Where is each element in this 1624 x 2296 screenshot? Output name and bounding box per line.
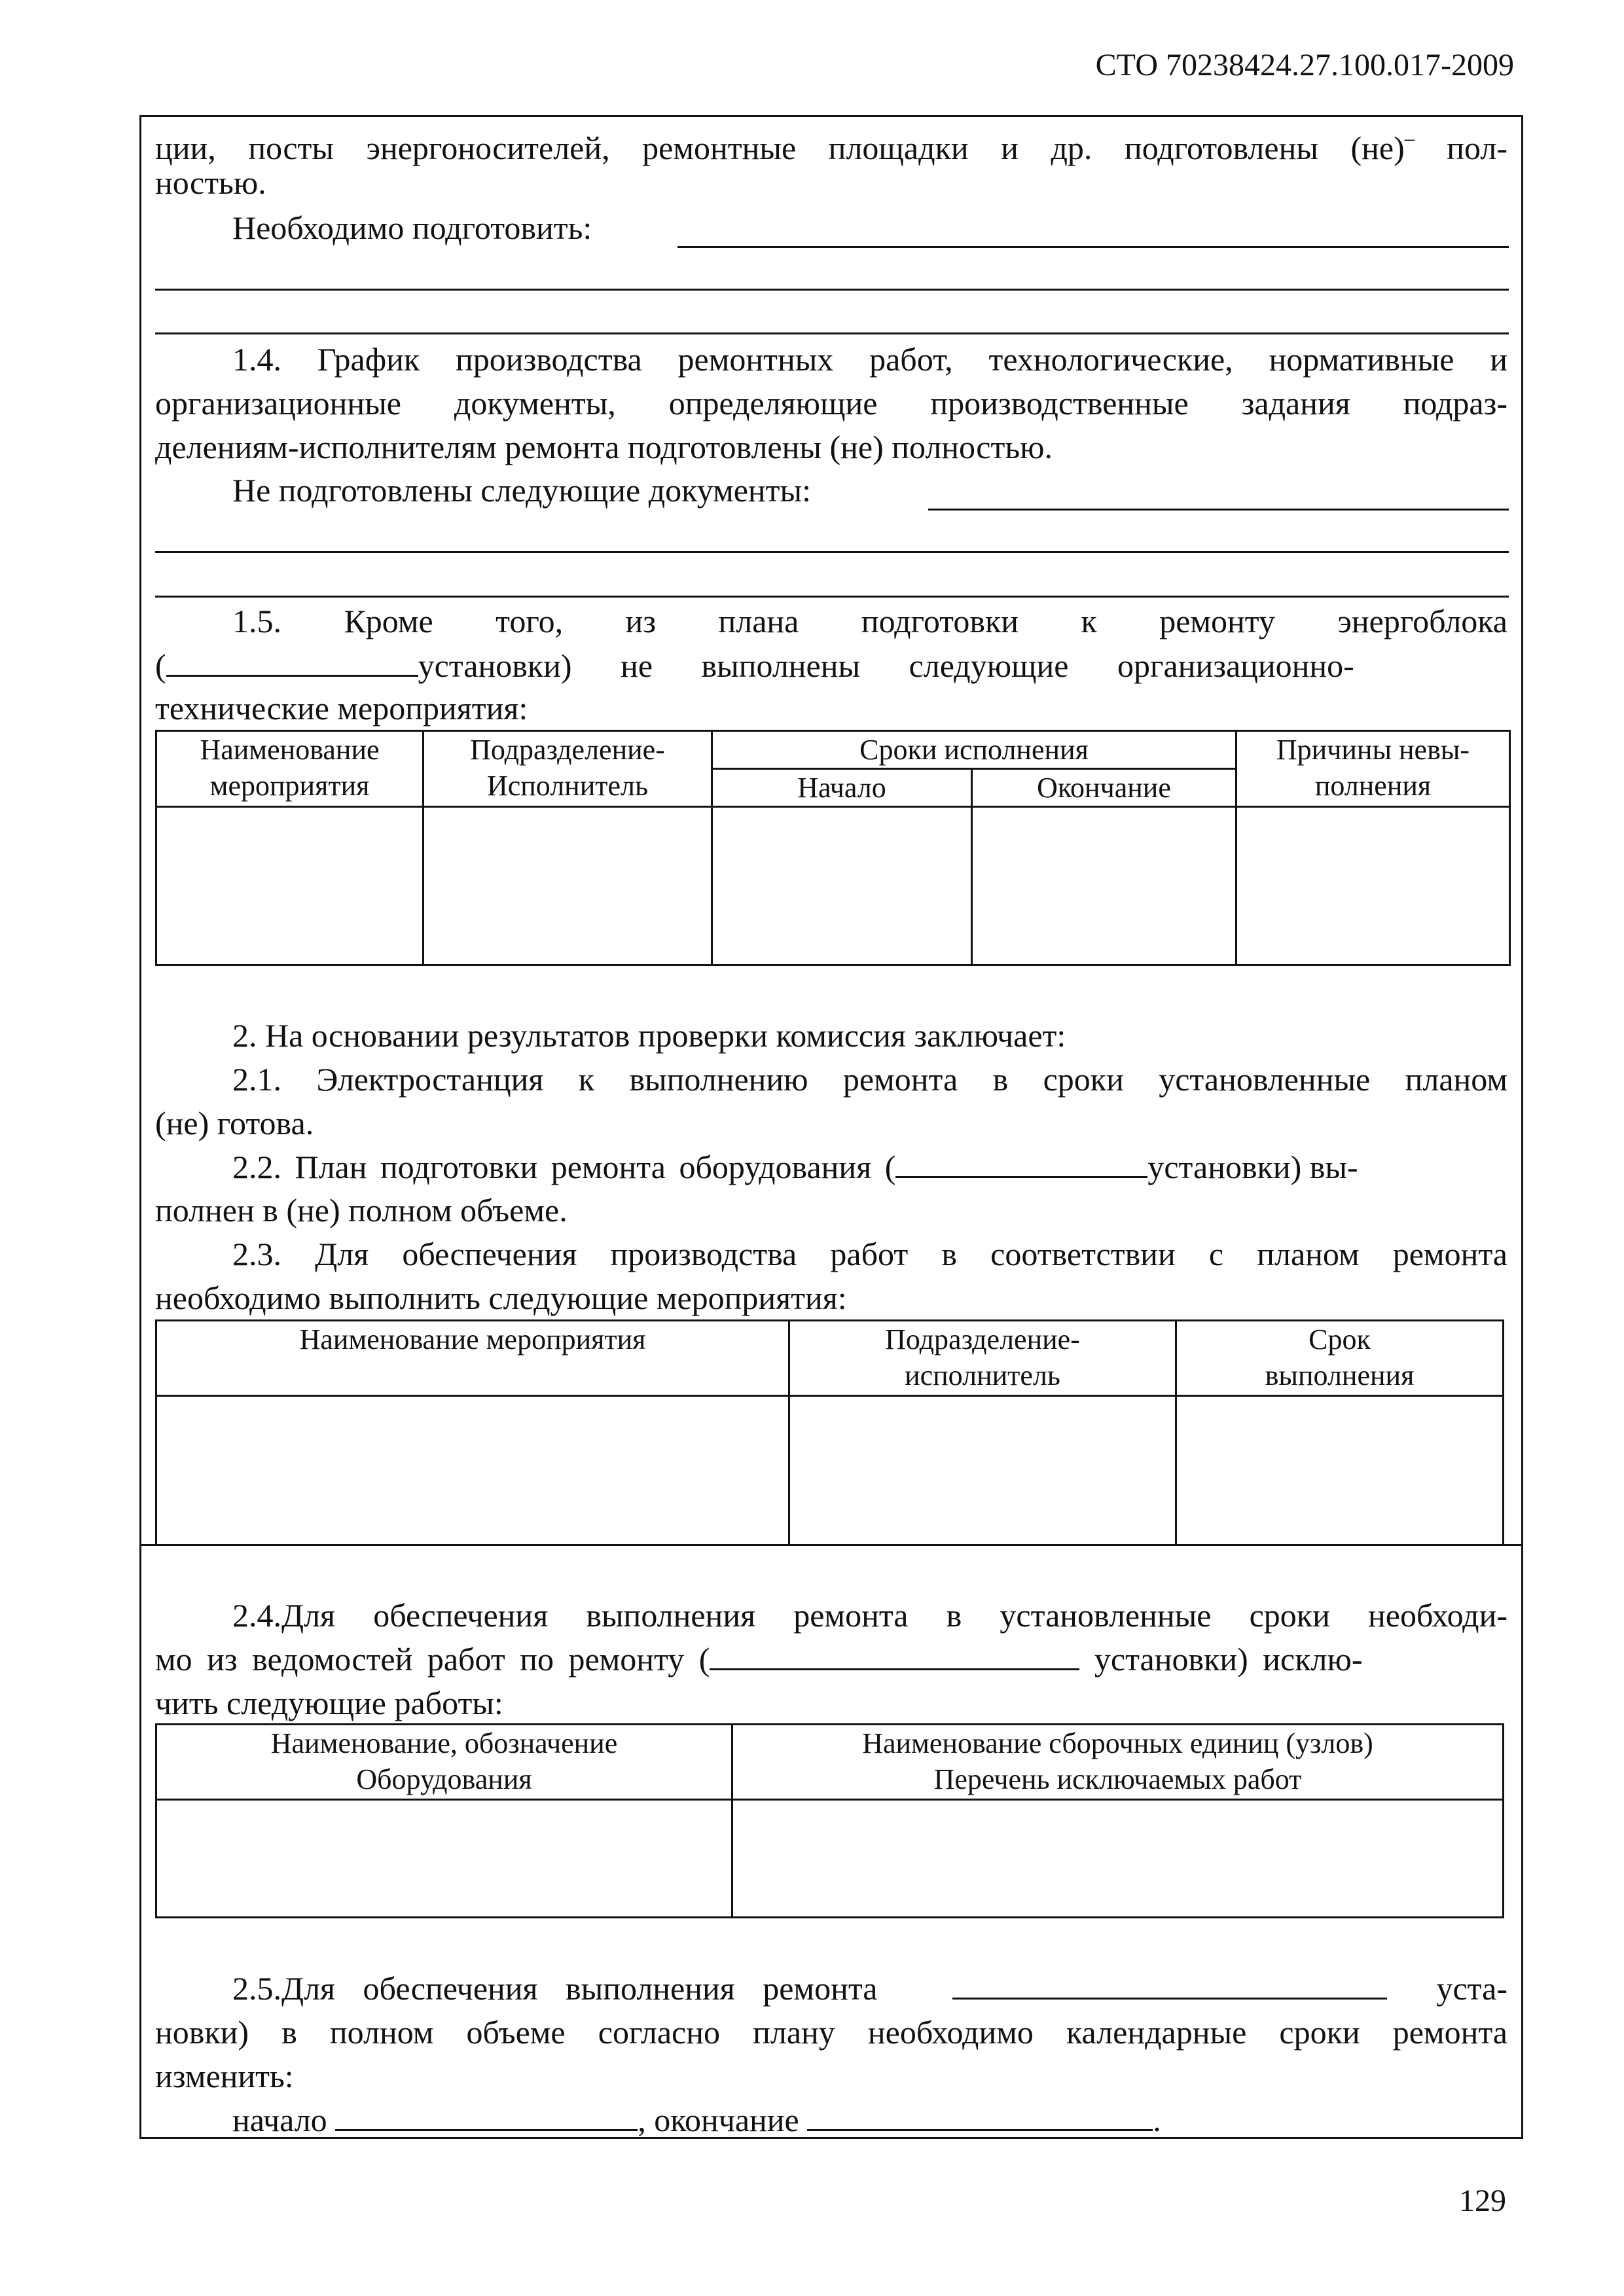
col-header-terms: Сроки исполнения [712,731,1236,769]
excluded-works-table [155,1723,1504,1918]
paragraph-2-4-line-1: 2.4.Для обеспечения выполнения ремонта в установленные сроки необходи- [232,1597,1507,1634]
documents-fill-line-3[interactable] [155,596,1509,598]
paragraph-2-1-line-1: 2.1. Электростанция к выполнению ремонта в сроки установленные планом [232,1061,1507,1098]
col-header-reasons: Причины невы- полнения [1236,731,1510,807]
paragraph-1-5-line-3: технические мероприятия: [155,690,528,726]
col-header-unit: Подразделение- Исполнитель [424,731,712,807]
documents-fill-line-1[interactable] [928,509,1509,511]
paragraph-2-3-line-1: 2.3. Для обеспечения производства работ в соответствии с планом ремонта [232,1236,1507,1272]
documents-fill-line-2[interactable] [155,551,1509,553]
table-cell[interactable] [156,1396,789,1545]
paragraph-2-5-line-1: 2.5.Для обеспечения выполнения ремонта уста- [232,1970,1507,2007]
form-frame-left-edge [139,890,141,1546]
paragraph-2-1-line-2: (не) готова. [155,1105,314,1141]
paragraph-2-2-line-1: 2.2. План подготовки ремонта оборудования ( установки) вы- [232,1149,1358,1185]
unit-blank-2-2[interactable] [895,1147,1147,1178]
table-cell[interactable] [156,1800,732,1918]
not-prepared-label: Не подготовлены следующие документы: [232,472,812,509]
required-measures-table [155,1319,1504,1546]
prepare-fill-line-2[interactable] [155,289,1509,291]
table-cell[interactable] [972,807,1236,965]
col-header-end: Окончание [972,769,1236,807]
paragraph-1-4-line-3: делениям-исполнителям ремонта подготовлены (не) полностью. [155,429,1053,465]
paragraph-2-5-line-3: изменить: [155,2058,294,2094]
unfulfilled-measures-table [155,730,1511,966]
prepare-fill-line-3[interactable] [155,332,1509,334]
end-date-blank[interactable] [807,2100,1153,2131]
paragraph-2-5-line-2: новки) в полном объеме согласно плану необходимо календарные сроки ремонта [155,2014,1507,2051]
paragraph-2-2-line-2: полнен в (не) полном объеме. [155,1192,568,1229]
paragraph-2-4-line-2: мо из ведомостей работ по ремонту ( установки) исклю- [155,1641,1363,1677]
col-header-measure-name: Наименование мероприятия [156,731,424,807]
paragraph-2-4-line-3: чить следующие работы: [155,1685,503,1721]
table-cell[interactable] [1236,807,1510,965]
prepare-label: Необходимо подготовить: [232,209,592,246]
col-header-assembly-units: Наименование сборочных единиц (узлов) Перечень исключаемых работ [732,1725,1504,1800]
document-code: СТО 70238424.27.100.017-2009 [1095,48,1514,82]
prepare-fill-line-1[interactable] [677,246,1509,248]
paragraph-1-3-line-1: ции, посты энергоносителей, ремонтные площадки и др. подготовлены (не)– пол- [155,128,1508,166]
col-header-term: Срок выполнения [1176,1321,1504,1396]
paragraph-1-5-line-2: ( установки) не выполнены следующие организационно- [155,647,1354,684]
table-cell[interactable] [712,807,972,965]
unit-blank-2-4[interactable] [710,1640,1079,1670]
page-number: 129 [1459,2183,1506,2218]
paragraph-1-4-line-2: организационные документы, определяющие производственные задания подраз- [155,385,1507,422]
col-header-unit: Подразделение- исполнитель [789,1321,1176,1396]
paragraph-1-4-line-1: 1.4. График производства ремонтных работ, технологические, нормативные и [232,341,1507,378]
table-cell[interactable] [156,807,424,965]
start-date-blank[interactable] [335,2100,638,2131]
paragraph-2-5-line-4: начало , окончание . [232,2102,1161,2138]
table-cell[interactable] [424,807,712,965]
table-cell[interactable] [732,1800,1504,1918]
paragraph-2-line-1: 2. На основании результатов проверки комиссия заключает: [232,1017,1066,1054]
col-header-measure-name: Наименование мероприятия [156,1321,789,1396]
col-header-equipment: Наименование, обозначение Оборудования [156,1725,732,1800]
col-header-start: Начало [712,769,972,807]
form-frame-right-edge [1521,890,1523,1546]
paragraph-1-5-line-1: 1.5. Кроме того, из плана подготовки к ремонту энергоблока [232,603,1507,639]
unit-blank-1-5[interactable] [166,646,418,677]
table-cell[interactable] [1176,1396,1504,1545]
paragraph-1-3-line-2: ностью. [155,164,266,201]
table-cell[interactable] [789,1396,1176,1545]
paragraph-2-3-line-2: необходимо выполнить следующие мероприятия: [155,1280,847,1316]
unit-blank-2-5[interactable] [952,1969,1387,2000]
